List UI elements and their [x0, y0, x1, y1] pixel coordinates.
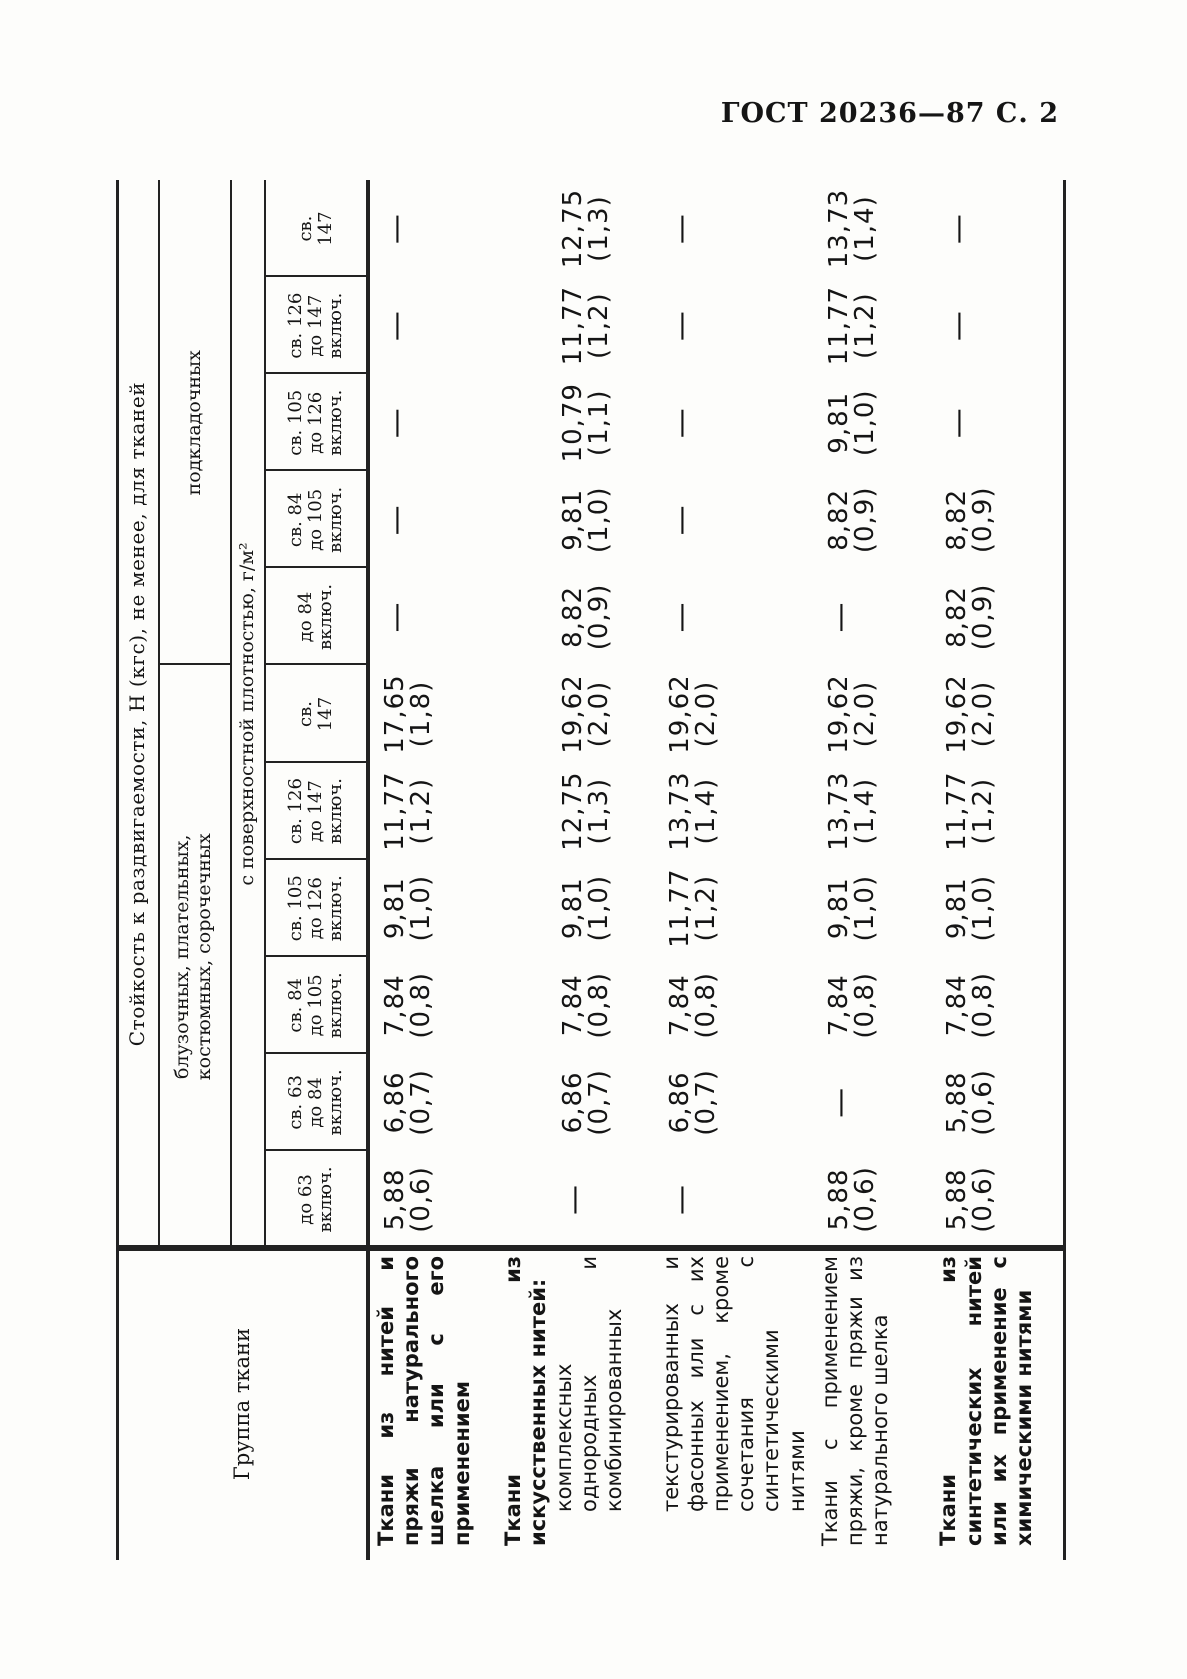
header-bottom-divider — [366, 180, 370, 1560]
value-cell: 9,81 (1,0) — [557, 486, 614, 554]
value-cell: — — [663, 310, 699, 342]
rotated-table-wrapper — [116, 180, 1066, 1560]
density-header: с поверхностной плотностью, г/м² — [236, 542, 258, 886]
value-cell: 11,77 (1,2) — [664, 868, 721, 948]
range-header-8: св. 84 до 105 включ. — [284, 486, 347, 553]
group-cell-1: Ткани из нитей и пряжи натурального шелка или с его применением — [374, 1256, 474, 1546]
range-divider — [264, 469, 368, 471]
value-cell: 8,82 (0,9) — [557, 583, 614, 651]
value-cell: 19,62 (2,0) — [942, 674, 999, 754]
value-cell: 9,81 (1,0) — [557, 874, 614, 942]
value-cell: 5,88 (0,6) — [942, 1166, 999, 1233]
range-header-5: св. 126 до 147 включ. — [284, 778, 347, 845]
value-cell: 19,62 (2,0) — [823, 674, 880, 754]
value-cell: — — [941, 213, 977, 245]
value-cell: 11,77 (1,2) — [557, 285, 614, 366]
range-divider — [264, 566, 368, 568]
group-cell-6: Ткани из синтетических нитей или их применение с химическими нитями — [936, 1256, 1037, 1546]
value-cell: 7,84 (0,8) — [380, 971, 436, 1039]
value-cell: 5,88 (0,6) — [942, 1069, 999, 1136]
value-cell: 17,65 (1,8) — [380, 674, 436, 754]
value-cell: 8,82 (0,9) — [942, 583, 999, 651]
range-header-7: до 84 включ. — [294, 583, 336, 650]
range-header-11: св. 147 — [294, 211, 336, 246]
subheader-split — [158, 663, 230, 665]
group-cell-3: комплексных однородных и комбинированных — [551, 1256, 627, 1512]
group-column-divider — [116, 1245, 1066, 1251]
range-divider — [264, 1052, 368, 1054]
value-cell: — — [379, 213, 414, 245]
value-cell: 19,62 (2,0) — [557, 674, 614, 754]
value-cell: — — [941, 310, 977, 342]
table-border-bottom — [1063, 180, 1066, 1560]
title-divider — [158, 180, 160, 1248]
value-cell: 5,88 (0,6) — [823, 1166, 880, 1233]
value-cell: 13,73 (1,4) — [823, 188, 880, 269]
value-cell: 10,79 (1,1) — [557, 383, 614, 463]
value-cell: 6,86 (0,7) — [557, 1069, 614, 1136]
main-header: Стойкость к раздвигаемости, Н (кгс), не менее, для тканей — [125, 381, 149, 1047]
range-header-4: св. 105 до 126 включ. — [284, 875, 347, 942]
value-cell: 12,75 (1,3) — [557, 771, 614, 851]
subheader-lining: подкладочных — [183, 350, 205, 496]
value-cell: — — [379, 407, 414, 439]
value-cell: — — [379, 504, 414, 536]
value-cell: — — [663, 601, 699, 633]
range-header-1: до 63 включ. — [294, 1166, 336, 1233]
subheader-blouse: блузочных, плательных, костюмных, сорочечных — [171, 833, 215, 1081]
range-header-6: св. 147 — [294, 696, 336, 732]
value-cell: 8,82 (0,9) — [942, 486, 999, 554]
group-cell-2: Ткани из искусственных нитей: — [501, 1256, 551, 1546]
value-cell: 19,62 (2,0) — [664, 674, 721, 754]
value-cell: — — [379, 310, 414, 342]
value-cell: 11,77 (1,2) — [942, 771, 999, 851]
range-divider — [264, 761, 368, 763]
value-cell: 9,81 (1,0) — [380, 874, 436, 942]
density-divider — [264, 180, 266, 1248]
value-cell: 11,77 (1,2) — [380, 771, 436, 851]
table-border-top — [116, 180, 119, 1560]
range-divider — [264, 858, 368, 860]
range-divider — [264, 663, 368, 665]
range-divider — [264, 275, 368, 277]
value-cell: 9,81 (1,0) — [823, 874, 880, 942]
range-divider — [264, 1149, 368, 1151]
value-cell: — — [822, 601, 858, 633]
group-cell-5: Ткани с применением пряжи, кроме пряжи из натурального шелка — [817, 1256, 893, 1546]
subheader-divider — [230, 180, 232, 1248]
value-cell: 9,81 (1,0) — [823, 389, 880, 457]
value-cell: — — [822, 1086, 858, 1118]
value-cell: 7,84 (0,8) — [664, 971, 721, 1039]
value-cell: 13,73 (1,4) — [823, 771, 880, 851]
value-cell: 8,82 (0,9) — [823, 486, 880, 554]
range-divider — [264, 955, 368, 957]
value-cell: 9,81 (1,0) — [942, 874, 999, 942]
value-cell: — — [663, 213, 699, 245]
value-cell: 6,86 (0,7) — [380, 1069, 436, 1136]
value-cell: 13,73 (1,4) — [664, 771, 721, 851]
range-header-2: св. 63 до 84 включ. — [284, 1069, 347, 1136]
value-cell: 11,77 (1,2) — [823, 285, 880, 366]
group-header: Группа ткани — [230, 1327, 254, 1481]
value-cell: 6,86 (0,7) — [664, 1069, 721, 1136]
value-cell: — — [663, 407, 699, 439]
value-cell: — — [941, 407, 977, 439]
page-header: ГОСТ 20236—87 С. 2 — [720, 98, 1059, 129]
value-cell: 7,84 (0,8) — [823, 971, 880, 1039]
value-cell: 7,84 (0,8) — [557, 971, 614, 1039]
range-header-10: св. 126 до 147 включ. — [284, 292, 347, 359]
value-cell: 7,84 (0,8) — [942, 971, 999, 1039]
value-cell: — — [379, 601, 414, 633]
value-cell: — — [663, 1183, 699, 1215]
range-header-3: св. 84 до 105 включ. — [284, 972, 347, 1039]
value-cell: — — [556, 1183, 592, 1215]
value-cell: 12,75 (1,3) — [557, 188, 614, 269]
range-header-9: св. 105 до 126 включ. — [284, 389, 347, 456]
value-cell: — — [663, 504, 699, 536]
group-cell-4: текстурированных и фасонных или с их применением, кроме сочетания с синтетическими нитями — [658, 1256, 809, 1512]
value-cell: 5,88 (0,6) — [380, 1166, 436, 1233]
range-divider — [264, 372, 368, 374]
